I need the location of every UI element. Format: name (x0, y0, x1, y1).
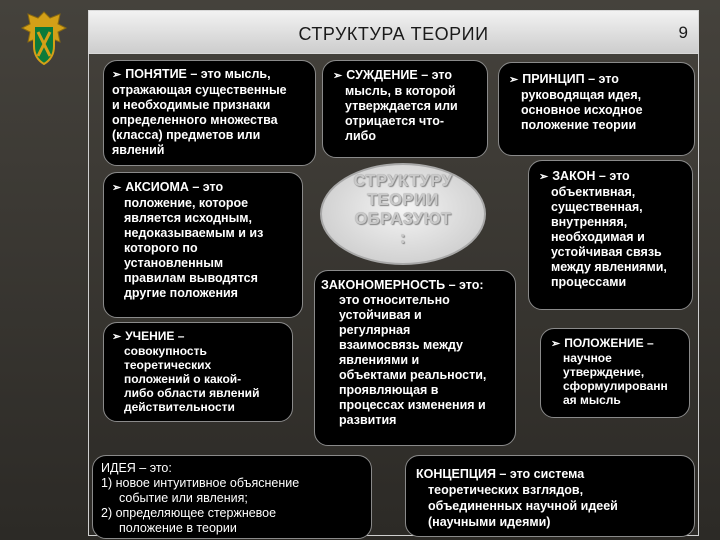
box-line: процессами (551, 275, 627, 289)
box-line: действительности (124, 400, 235, 414)
box-line: совокупность (124, 344, 207, 358)
center-line: : (400, 229, 406, 247)
box-line: основное исходное (521, 103, 643, 117)
box-line: положение теории (521, 118, 637, 132)
box-line: ПОНЯТИЕ – это мысль, (125, 67, 271, 81)
box-line: недоказываемым и из (124, 226, 264, 240)
center-line: ОБРАЗУЮТ (354, 210, 452, 228)
box-line: (научными идеями) (428, 515, 551, 529)
concept-box-zakon (528, 160, 693, 310)
box-line: руководящая идея, (521, 88, 642, 102)
box-line: определенного множества (112, 113, 278, 127)
box-line: это относительно (339, 293, 450, 307)
concept-box-princip (498, 62, 695, 156)
slide-title: СТРУКТУРА ТЕОРИИ (298, 24, 489, 44)
box-line: правилам выводятся (124, 271, 258, 285)
box-line: либо (345, 129, 376, 143)
concept-box-ponyatie (103, 60, 316, 166)
box-line: либо области явлений (124, 386, 260, 400)
box-line: является исходным, (124, 211, 252, 225)
center-line: ТЕОРИИ (367, 191, 439, 209)
arrow-bullet-icon: ➢ (333, 70, 343, 82)
box-line: объективная, (551, 185, 636, 199)
concept-box-zakonomernost (314, 270, 516, 446)
box-line: АКСИОМА – это (125, 180, 224, 194)
box-line: процессах изменения и (339, 398, 486, 412)
center-ellipse-text (320, 172, 486, 248)
box-line: регулярная (339, 323, 411, 337)
concept-box-koncepciya (405, 455, 695, 537)
box-line: развития (339, 413, 397, 427)
box-line: установленным (124, 256, 224, 270)
box-line: событие или явления; (119, 491, 248, 505)
arrow-bullet-icon: ➢ (539, 171, 549, 183)
box-line: отражающая существенные (112, 83, 287, 97)
box-line: ЗАКОНОМЕРНОСТЬ – это: (321, 278, 484, 292)
box-line: устойчивая и (339, 308, 422, 322)
center-line: СТРУКТУРУ (353, 172, 453, 190)
box-line: КОНЦЕПЦИЯ – это система (416, 467, 585, 481)
box-line: существенная, (551, 200, 643, 214)
arrow-bullet-icon: ➢ (509, 74, 519, 86)
box-line: проявляющая в (339, 383, 439, 397)
concept-box-aksioma (103, 172, 303, 318)
concept-box-uchenie (103, 322, 293, 422)
box-line: СУЖДЕНИЕ – это (346, 68, 452, 82)
box-line: которого по (124, 241, 198, 255)
box-line: положение, которое (124, 196, 249, 210)
box-line: 2) определяющее стержневое (101, 506, 277, 520)
title-bar (88, 10, 699, 54)
box-line: необходимая и (551, 230, 645, 244)
coat-of-arms-icon (20, 8, 68, 68)
box-line: теоретических (124, 358, 212, 372)
arrow-bullet-icon: ➢ (112, 69, 122, 81)
box-line: сформулированн (563, 379, 668, 393)
box-line: взаимосвязь между (339, 338, 463, 352)
box-line: между явлениями, (551, 260, 667, 274)
box-line: ИДЕЯ – это: (101, 461, 172, 475)
box-line: другие положения (124, 286, 238, 300)
box-line: внутренняя, (551, 215, 628, 229)
arrow-bullet-icon: ➢ (551, 338, 561, 350)
concept-box-polozhenie (540, 328, 690, 418)
box-line: объектами реальности, (339, 368, 487, 382)
box-line: положений о какой- (124, 372, 242, 386)
box-line: ЗАКОН – это (552, 169, 630, 183)
box-line: отрицается что- (345, 114, 445, 128)
box-line: явлениями и (339, 353, 420, 367)
box-line: ПОЛОЖЕНИЕ – (564, 336, 654, 350)
arrow-bullet-icon: ➢ (112, 331, 122, 343)
box-line: 1) новое интуитивное объяснение (101, 476, 300, 490)
box-line: (класса) предметов или (112, 128, 261, 142)
box-line: и необходимые признаки (112, 98, 271, 112)
box-line: утверждение, (563, 365, 645, 379)
box-line: научное (563, 351, 612, 365)
box-line: явлений (112, 143, 165, 157)
box-line: мысль, в которой (345, 84, 456, 98)
box-line: утверждается или (345, 99, 458, 113)
arrow-bullet-icon: ➢ (112, 182, 122, 194)
box-line: положение в теории (119, 521, 237, 535)
box-line: устойчивая связь (551, 245, 662, 259)
concept-box-suzhdenie (322, 60, 488, 158)
box-line: теоретических взглядов, (428, 483, 584, 497)
box-line: ПРИНЦИП – это (522, 72, 619, 86)
page-number: 9 (678, 23, 688, 42)
box-line: ая мысль (563, 393, 621, 407)
box-line: УЧЕНИЕ – (125, 329, 185, 343)
box-line: объединенных научной идеей (428, 499, 618, 513)
concept-box-ideya (92, 455, 372, 539)
